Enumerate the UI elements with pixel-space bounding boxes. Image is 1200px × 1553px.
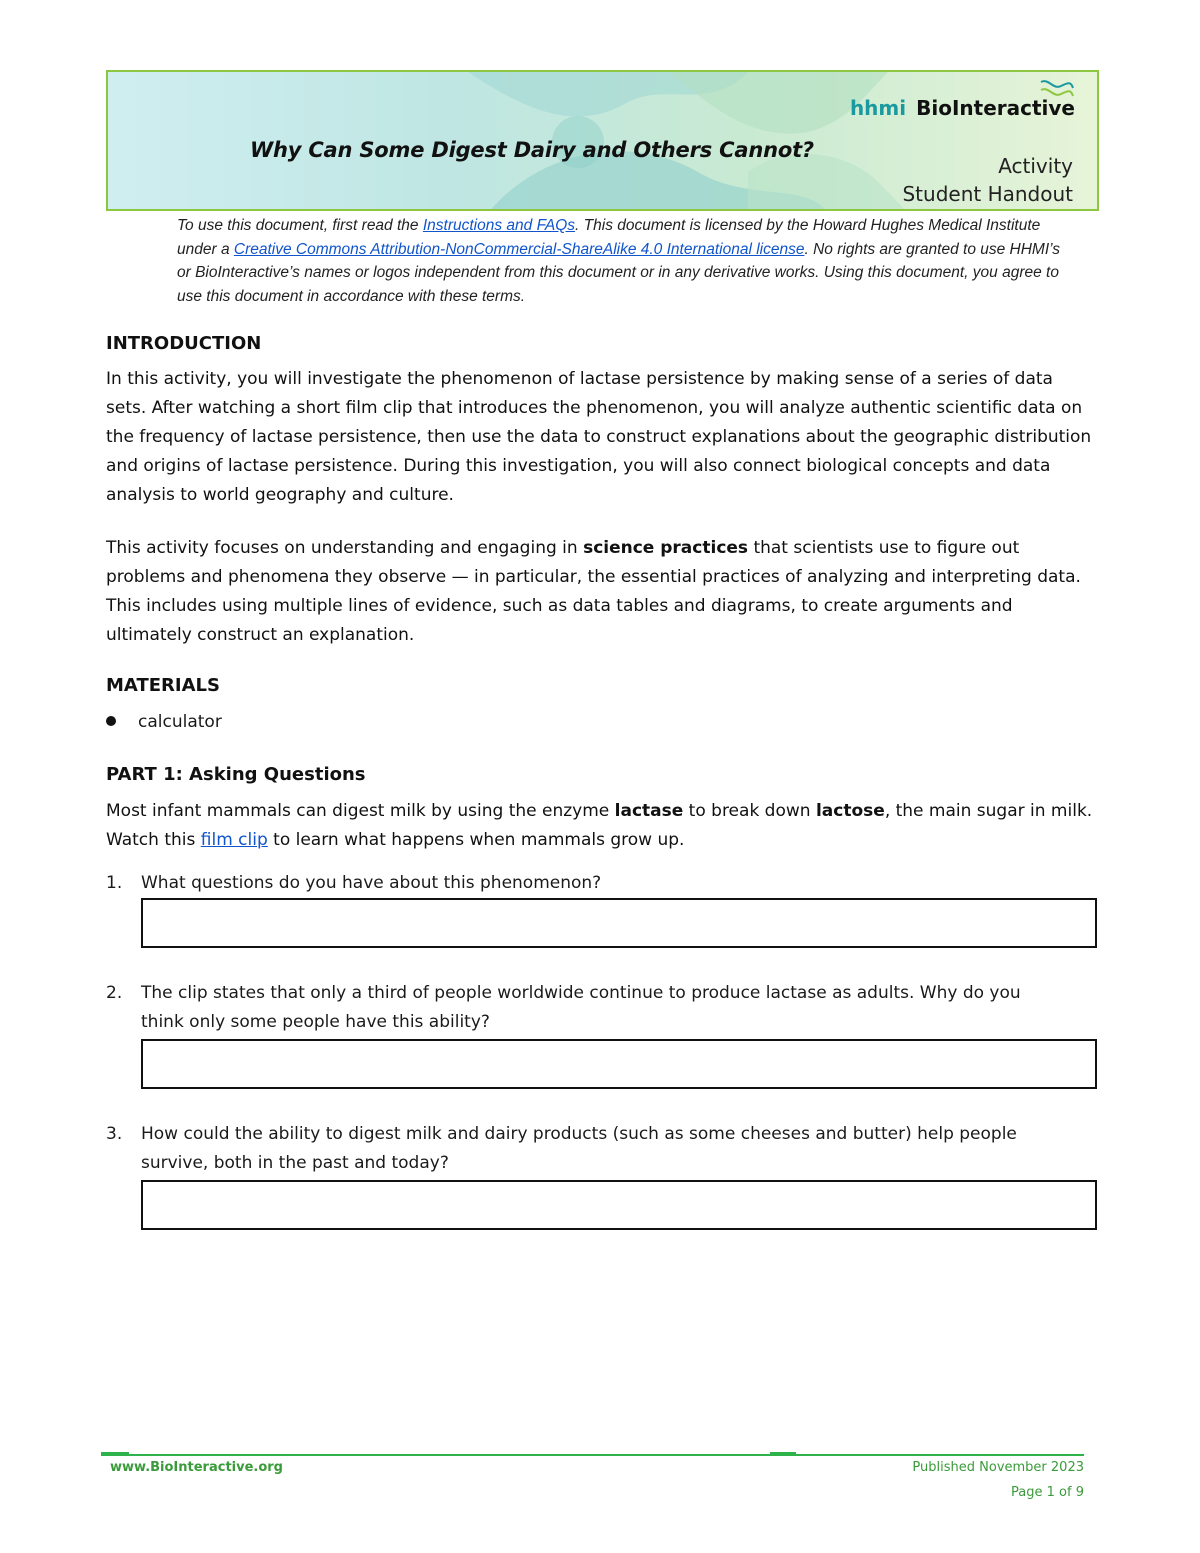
answer-box-1[interactable] — [141, 898, 1097, 948]
license-text-1: To use this document, first read the — [177, 217, 423, 234]
footer-accent — [770, 1452, 796, 1456]
introduction-paragraph-2 — [106, 534, 1096, 650]
part1-text-6: to learn what happens when mammals grow up. — [267, 830, 685, 850]
lactose-term: lactose — [815, 801, 885, 821]
materials-heading: MATERIALS — [106, 675, 220, 696]
document-title: Why Can Some Digest Dairy and Others Cannot? — [250, 138, 814, 162]
material-calculator: calculator — [138, 712, 222, 732]
question-text: How could the ability to digest milk and dairy products (such as some cheeses and butter) help people survive, both in the past and today? — [141, 1124, 1017, 1173]
part1-text-5: , the main sugar in milk. Watch this — [106, 801, 1093, 850]
license-text-2: . This document is licensed by the Howard Hughes Medical Institute under a — [177, 217, 1041, 258]
intro-p2-text-a: This activity focuses on understanding and engaging in — [106, 538, 584, 558]
footer-website[interactable]: www.BioInteractive.org — [110, 1460, 283, 1475]
license-notice — [177, 214, 1072, 308]
intro-p2-text-c: that scientists use to figure out problems and phenomena they observe — in particular, the essential practices of analyzing and interpreting data. This includes using multiple lines of evidence, such as data tables and diagrams, to create arguments and ultimately construct an explanation. — [106, 538, 1081, 645]
question-3 — [106, 1120, 1066, 1173]
bullet-icon — [106, 716, 116, 726]
part1-heading: PART 1: Asking Questions — [106, 764, 366, 785]
part1-text-1: Most infant mammals can digest milk by using the enzyme — [106, 801, 615, 821]
header-banner — [106, 70, 1099, 211]
question-1 — [106, 869, 1066, 898]
logo-biointeractive-text: BioInteractive — [916, 96, 1075, 120]
hhmi-biointeractive-logo — [850, 96, 1075, 120]
footer-published-date: Published November 2023 — [912, 1460, 1084, 1475]
question-number: 3. — [106, 1124, 123, 1144]
license-text-3: . No rights are granted to use HHMI’s or BioInteractive’s names or logos independent from this document or in any derivative works. Using this document, you agree to use this document in accordance with these terms. — [177, 240, 1061, 305]
doc-audience-label: Student Handout — [902, 182, 1073, 206]
introduction-heading: INTRODUCTION — [106, 333, 262, 354]
part1-intro-paragraph — [106, 797, 1096, 855]
instructions-faqs-link[interactable]: Instructions and FAQs — [422, 217, 576, 234]
question-text: What questions do you have about this phenomenon? — [141, 873, 602, 893]
part1-text-3: to break down — [683, 801, 816, 821]
creative-commons-link[interactable]: Creative Commons Attribution-NonCommercial-ShareAlike 4.0 International license — [233, 240, 805, 258]
footer-accent — [101, 1452, 129, 1456]
question-text: The clip states that only a third of people worldwide continue to produce lactase as adults. Why do you think only some people have this ability? — [141, 983, 1021, 1032]
footer-divider — [101, 1454, 1084, 1456]
introduction-paragraph-1: In this activity, you will investigate the phenomenon of lactase persistence by making sense of a series of data sets. After watching a short film clip that introduces the phenomenon, you will analyze authentic scientific data on the frequency of lactase persistence, then use the data to construct explanations about the geographic distribution and origins of lactase persistence. During this investigation, you will also connect biological concepts and data analysis to world geography and culture. — [106, 369, 1092, 505]
question-number: 2. — [106, 983, 123, 1003]
lactase-term: lactase — [614, 801, 684, 821]
answer-box-3[interactable] — [141, 1180, 1097, 1230]
question-2 — [106, 979, 1066, 1032]
doc-type-label: Activity — [998, 154, 1073, 178]
question-number: 1. — [106, 873, 123, 893]
science-practices-term: science practices — [583, 538, 749, 558]
footer-page-number: Page 1 of 9 — [1011, 1485, 1084, 1500]
answer-box-2[interactable] — [141, 1039, 1097, 1089]
film-clip-link[interactable]: film clip — [200, 830, 268, 850]
materials-list-item — [106, 708, 222, 736]
logo-hhmi-text: hhmi — [849, 96, 907, 120]
